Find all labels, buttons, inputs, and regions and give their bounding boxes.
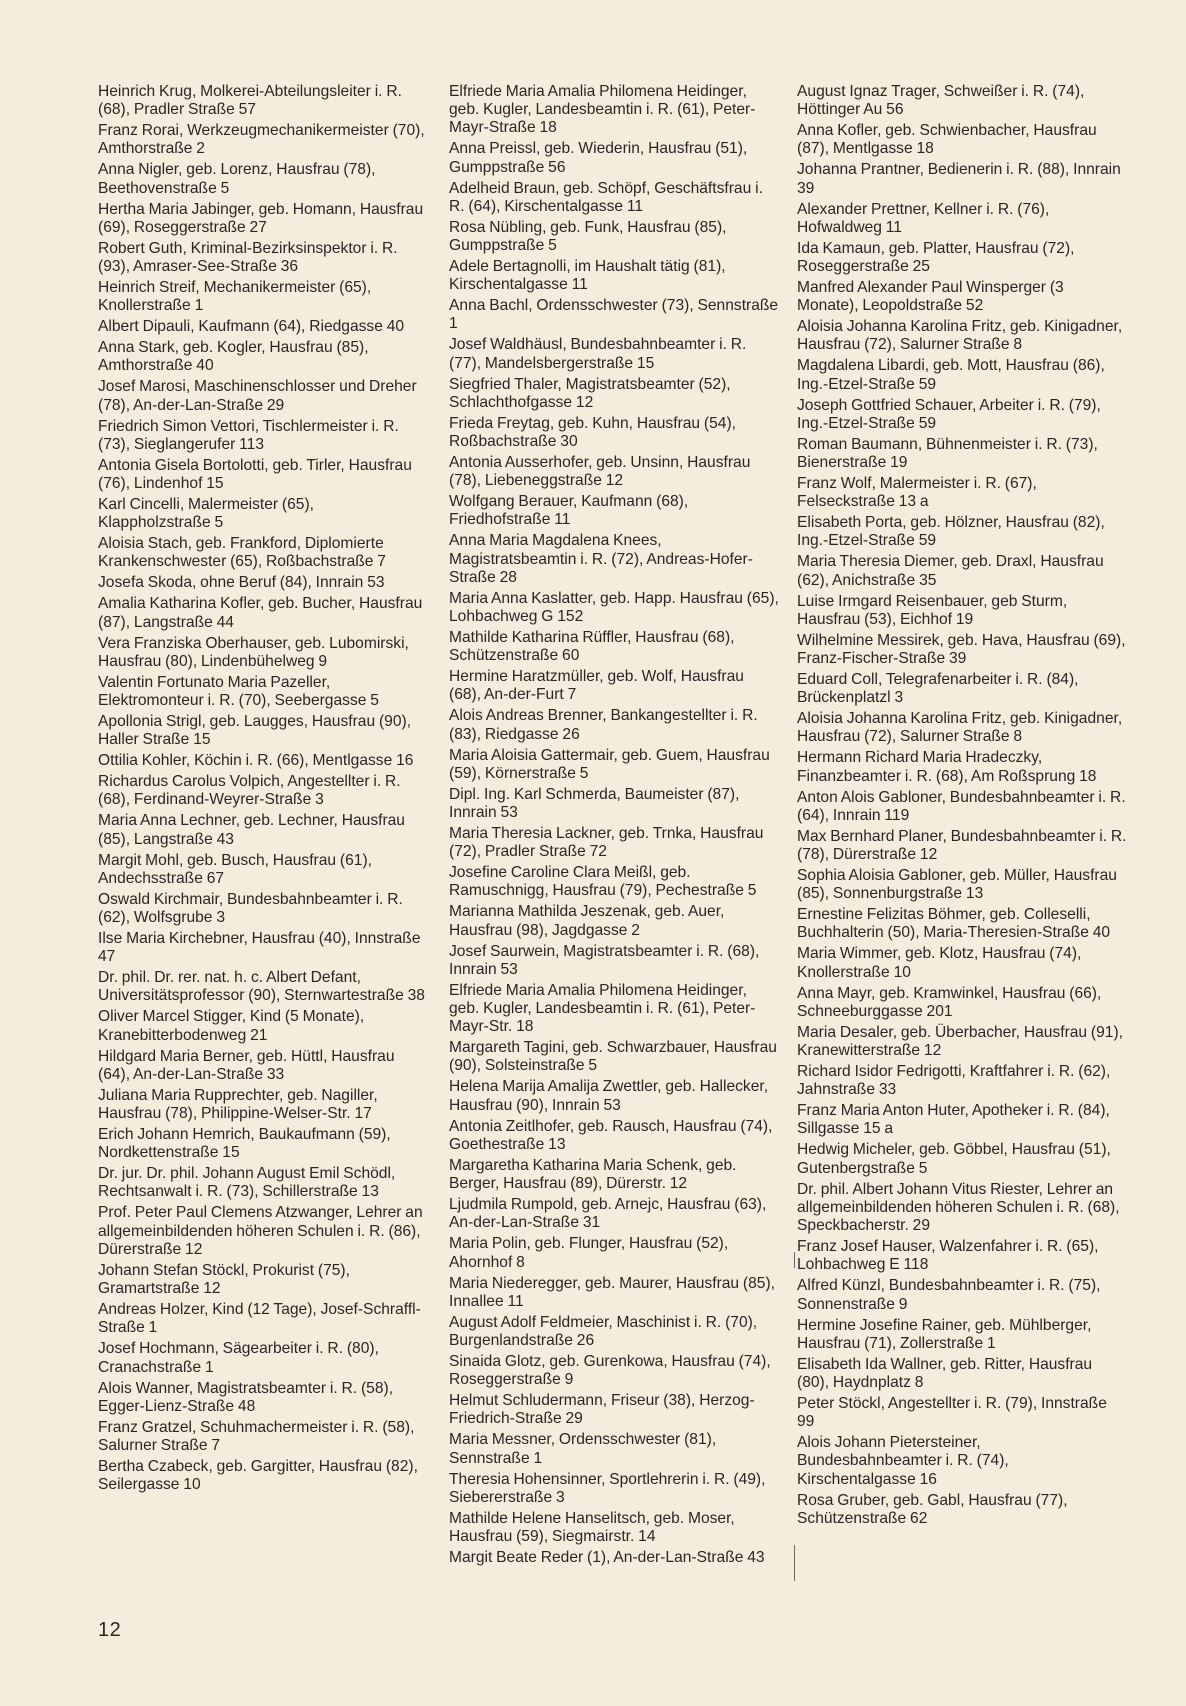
obituary-entry: Eduard Coll, Telegrafenarbeiter i. R. (84), Brückenplatzl 3 <box>797 671 1079 707</box>
obituary-column-3 <box>797 83 1127 1531</box>
obituary-entry: Hermann Richard Maria Hradeczky, Finanzbeamter i. R. (68), Am Roßsprung 18 <box>797 749 1097 785</box>
obituary-entry: Alois Wanner, Magistratsbeamter i. R. (58), Egger-Lienz-Straße 48 <box>98 1379 394 1415</box>
obituary-entry: Maria Theresia Diemer, geb. Draxl, Hausfrau (62), Anichstraße 35 <box>797 553 1104 589</box>
obituary-entry: Helena Marija Amalija Zwettler, geb. Hallecker, Hausfrau (90), Innrain 53 <box>449 1078 769 1114</box>
obituary-entry: Frieda Freytag, geb. Kuhn, Hausfrau (54), Roßbachstraße 30 <box>449 414 736 451</box>
obituary-entry: Aloisia Stach, geb. Frankford, Diplomierte Krankenschwester (65), Roßbachstraße 7 <box>98 535 386 571</box>
obituary-entry: Wilhelmine Messirek, geb. Hava, Hausfrau (69), Franz-Fischer-Straße 39 <box>797 631 1126 668</box>
obituary-entry: Hermine Josefine Rainer, geb. Mühlberger, Hausfrau (71), Zollerstraße 1 <box>797 1316 1092 1352</box>
obituary-entry: Josefa Skoda, ohne Beruf (84), Innrain 53 <box>98 574 385 592</box>
obituary-entry: Heinrich Streif, Mechanikermeister (65), Knollerstraße 1 <box>98 279 372 315</box>
obituary-entry: Apollonia Strigl, geb. Laugges, Hausfrau (90), Haller Straße 15 <box>98 713 412 749</box>
obituary-entry: Maria Anna Kaslatter, geb. Happ. Hausfrau (65), Lohbachweg G 152 <box>449 589 779 626</box>
obituary-entry: Josef Waldhäusl, Bundesbahnbeamter i. R. (77), Mandelsbergerstraße 15 <box>449 336 747 372</box>
obituary-entry: Joseph Gottfried Schauer, Arbeiter i. R. (79), Ing.-Etzel-Straße 59 <box>797 396 1101 432</box>
obituary-entry: Friedrich Simon Vettori, Tischlermeister i. R. (73), Sieglangerufer 113 <box>98 417 399 453</box>
obituary-entry: Dr. jur. Dr. phil. Johann August Emil Schödl, Rechtsanwalt i. R. (73), Schillerstraße 13 <box>98 1165 396 1201</box>
obituary-entry: Franz Maria Anton Huter, Apotheker i. R. (84), Sillgasse 15 a <box>797 1102 1110 1138</box>
obituary-entry: Johann Stefan Stöckl, Prokurist (75), Gramartstraße 12 <box>98 1261 350 1298</box>
obituary-entry: August Adolf Feldmeier, Maschinist i. R. (70), Burgenlandstraße 26 <box>449 1313 758 1349</box>
obituary-entry: Elfriede Maria Amalia Philomena Heidinger, geb. Kugler, Landesbeamtin i. R. (61), Peter-Mayr-Str. 18 <box>449 981 756 1036</box>
obituary-entry: Maria Aloisia Gattermair, geb. Guem, Hausfrau (59), Körnerstraße 5 <box>449 746 770 782</box>
obituary-entry: Margaretha Katharina Maria Schenk, geb. Berger, Hausfrau (89), Dürerstr. 12 <box>449 1156 737 1193</box>
obituary-entry: Josef Hochmann, Sägearbeiter i. R. (80), Cranachstraße 1 <box>98 1340 379 1376</box>
obituary-entry: Ida Kamaun, geb. Platter, Hausfrau (72), Roseggerstraße 25 <box>797 239 1075 276</box>
margin-mark <box>794 1252 795 1268</box>
obituary-column-2 <box>449 83 779 1570</box>
obituary-entry: Dipl. Ing. Karl Schmerda, Baumeister (87), Innrain 53 <box>449 785 740 822</box>
obituary-entry: Josef Marosi, Maschinenschlosser und Dreher (78), An-der-Lan-Straße 29 <box>98 378 417 414</box>
margin-mark <box>794 1545 795 1581</box>
obituary-entry: Hildgard Maria Berner, geb. Hüttl, Hausfrau (64), An-der-Lan-Straße 33 <box>98 1047 395 1083</box>
obituary-entry: Antonia Ausserhofer, geb. Unsinn, Hausfrau (78), Liebeneggstraße 12 <box>449 454 751 490</box>
obituary-entry: Hermine Haratzmüller, geb. Wolf, Hausfrau (68), An-der-Furt 7 <box>449 668 744 704</box>
obituary-entry: Maria Polin, geb. Flunger, Hausfrau (52), Ahornhof 8 <box>449 1235 729 1271</box>
obituary-entry: Dr. phil. Albert Johann Vitus Riester, Lehrer an allgemeinbildenden höheren Schulen i. R. (68), Speckbacherstr. 29 <box>797 1180 1120 1235</box>
obituary-entry: Anna Preissl, geb. Wiederin, Hausfrau (51), Gumppstraße 56 <box>449 140 748 176</box>
obituary-entry: Adele Bertagnolli, im Haushalt tätig (81), Kirschentalgasse 11 <box>449 258 726 294</box>
obituary-entry: Siegfried Thaler, Magistratsbeamter (52), Schlachthofgasse 12 <box>449 375 731 411</box>
obituary-entry: Mathilde Helene Hanselitsch, geb. Moser, Hausfrau (59), Siegmairstr. 14 <box>449 1509 735 1545</box>
obituary-entry: Aloisia Johanna Karolina Fritz, geb. Kinigadner, Hausfrau (72), Salurner Straße 8 <box>797 710 1123 746</box>
obituary-entry: Prof. Peter Paul Clemens Atzwanger, Lehrer an allgemeinbildenden höheren Schulen i. R. (86), Dürerstraße 12 <box>98 1204 423 1258</box>
obituary-entry: Hertha Maria Jabinger, geb. Homann, Hausfrau (69), Roseggerstraße 27 <box>98 200 424 236</box>
obituary-entry: Wolfgang Berauer, Kaufmann (68), Friedhofstraße 11 <box>449 493 689 529</box>
obituary-entry: Dr. phil. Dr. rer. nat. h. c. Albert Defant, Universitätsprofessor (90), Sternwartestraße 38 <box>98 969 425 1005</box>
obituary-entry: Franz Josef Hauser, Walzenfahrer i. R. (65), Lohbachweg E 118 <box>797 1238 1099 1274</box>
obituary-entry: Manfred Alexander Paul Winsperger (3 Monate), Leopoldstraße 52 <box>797 279 1064 315</box>
obituary-entry: Valentin Fortunato Maria Pazeller, Elektromonteur i. R. (70), Seebergasse 5 <box>98 673 379 710</box>
obituary-entry: Oliver Marcel Stigger, Kind (5 Monate), Kranebitterbodenweg 21 <box>98 1008 365 1044</box>
obituary-entry: Anna Maria Magdalena Knees, Magistratsbeamtin i. R. (72), Andreas-Hofer-Straße 28 <box>449 532 753 586</box>
obituary-entry: Maria Anna Lechner, geb. Lechner, Hausfrau (85), Langstraße 43 <box>98 812 405 848</box>
obituary-entry: Josefine Caroline Clara Meißl, geb. Ramuschnigg, Hausfrau (79), Pechestraße 5 <box>449 864 757 900</box>
obituary-entry: Franz Rorai, Werkzeugmechanikermeister (70), Amthorstraße 2 <box>98 122 425 158</box>
obituary-entry: Heinrich Krug, Molkerei-Abteilungsleiter i. R. (68), Pradler Straße 57 <box>98 83 402 119</box>
obituary-entry: Margit Mohl, geb. Busch, Hausfrau (61), Andechsstraße 67 <box>98 851 372 887</box>
obituary-entry: Richardus Carolus Volpich, Angestellter i. R. (68), Ferdinand-Weyrer-Straße 3 <box>98 773 401 809</box>
obituary-entry: Helmut Schludermann, Friseur (38), Herzog-Friedrich-Straße 29 <box>449 1392 755 1428</box>
obituary-entry: Adelheid Braun, geb. Schöpf, Geschäftsfrau i. R. (64), Kirschentalgasse 11 <box>449 179 763 215</box>
obituary-entry: Anna Kofler, geb. Schwienbacher, Hausfrau (87), Mentlgasse 18 <box>797 122 1097 158</box>
obituary-entry: Antonia Gisela Bortolotti, geb. Tirler, Hausfrau (76), Lindenhof 15 <box>98 456 412 493</box>
obituary-entry: Ernestine Felizitas Böhmer, geb. Colleselli, Buchhalterin (50), Maria-Theresien-Straße 40 <box>797 906 1111 942</box>
obituary-entry: Aloisia Johanna Karolina Fritz, geb. Kinigadner, Hausfrau (72), Salurner Straße 8 <box>797 318 1123 354</box>
obituary-column-1 <box>98 83 428 1497</box>
obituary-entry: Anna Stark, geb. Kogler, Hausfrau (85), Amthorstraße 40 <box>98 339 369 375</box>
obituary-entry: Maria Wimmer, geb. Klotz, Hausfrau (74), Knollerstraße 10 <box>797 945 1082 981</box>
obituary-entry: Josef Saurwein, Magistratsbeamter i. R. (68), Innrain 53 <box>449 942 760 978</box>
obituary-entry: Margareth Tagini, geb. Schwarzbauer, Hausfrau (90), Solsteinstraße 5 <box>449 1039 777 1075</box>
obituary-entry: Hedwig Micheler, geb. Göbbel, Hausfrau (51), Gutenbergstraße 5 <box>797 1141 1111 1177</box>
obituary-entry: Erich Johann Hemrich, Baukaufmann (59), Nordkettenstraße 15 <box>98 1126 391 1162</box>
obituary-entry: Antonia Zeitlhofer, geb. Rausch, Hausfrau (74), Goethestraße 13 <box>449 1117 773 1153</box>
obituary-entry: Albert Dipauli, Kaufmann (64), Riedgasse 40 <box>98 318 405 336</box>
obituary-entry: Bertha Czabeck, geb. Gargitter, Hausfrau (82), Seilergasse 10 <box>98 1457 418 1494</box>
obituary-entry: Elisabeth Ida Wallner, geb. Ritter, Hausfrau (80), Haydnplatz 8 <box>797 1355 1093 1391</box>
obituary-entry: Marianna Mathilda Jeszenak, geb. Auer, Hausfrau (98), Jagdgasse 2 <box>449 903 725 939</box>
obituary-entry: Maria Theresia Lackner, geb. Trnka, Hausfrau (72), Pradler Straße 72 <box>449 825 764 861</box>
obituary-entry: Sinaida Glotz, geb. Gurenkowa, Hausfrau (74), Roseggerstraße 9 <box>449 1352 771 1389</box>
page-number: 12 <box>98 1619 122 1641</box>
obituary-entry: Robert Guth, Kriminal-Bezirksinspektor i. R. (93), Amraser-See-Straße 36 <box>98 239 398 276</box>
obituary-entry: Ljudmila Rumpold, geb. Arnejc, Hausfrau (63), An-der-Lan-Straße 31 <box>449 1196 767 1232</box>
obituary-entry: Anna Nigler, geb. Lorenz, Hausfrau (78), Beethovenstraße 5 <box>98 161 376 197</box>
obituary-entry: Anton Alois Gabloner, Bundesbahnbeamter i. R. (64), Innrain 119 <box>797 788 1126 824</box>
obituary-entry: Rosa Gruber, geb. Gabl, Hausfrau (77), Schützenstraße 62 <box>797 1491 1068 1527</box>
obituary-entry: Maria Messner, Ordensschwester (81), Sennstraße 1 <box>449 1431 717 1467</box>
obituary-entry: Alois Andreas Brenner, Bankangestellter i. R. (83), Riedgasse 26 <box>449 707 758 743</box>
obituary-entry: Rosa Nübling, geb. Funk, Hausfrau (85), Gumppstraße 5 <box>449 218 727 255</box>
obituary-entry: Oswald Kirchmair, Bundesbahnbeamter i. R. (62), Wolfsgrube 3 <box>98 890 403 927</box>
obituary-entry: Maria Niederegger, geb. Maurer, Hausfrau (85), Innallee 11 <box>449 1274 775 1310</box>
obituary-entry: Alfred Künzl, Bundesbahnbeamter i. R. (75), Sonnenstraße 9 <box>797 1277 1101 1313</box>
obituary-entry: Luise Irmgard Reisenbauer, geb Sturm, Hausfrau (53), Eichhof 19 <box>797 592 1068 628</box>
obituary-entry: Karl Cincelli, Malermeister (65), Klappholzstraße 5 <box>98 496 314 532</box>
obituary-entry: Max Bernhard Planer, Bundesbahnbeamter i. R. (78), Dürerstraße 12 <box>797 827 1127 864</box>
obituary-entry: Elfriede Maria Amalia Philomena Heidinger, geb. Kugler, Landesbeamtin i. R. (61), Peter-Mayr-Straße 18 <box>449 83 756 137</box>
obituary-entry: Alois Johann Pietersteiner, Bundesbahnbeamter i. R. (74), Kirschentalgasse 16 <box>797 1434 1009 1488</box>
obituary-entry: Franz Gratzel, Schuhmachermeister i. R. (58), Salurner Straße 7 <box>98 1418 415 1454</box>
obituary-entry: Maria Desaler, geb. Überbacher, Hausfrau (91), Kranewitterstraße 12 <box>797 1023 1123 1060</box>
obituary-entry: Roman Baumann, Bühnenmeister i. R. (73), Bienerstraße 19 <box>797 435 1098 472</box>
obituary-entry: Johanna Prantner, Bedienerin i. R. (88), Innrain 39 <box>797 161 1121 197</box>
obituary-entry: Richard Isidor Fedrigotti, Kraftfahrer i. R. (62), Jahnstraße 33 <box>797 1063 1111 1099</box>
obituary-entry: Ottilia Kohler, Köchin i. R. (66), Mentlgasse 16 <box>98 752 414 770</box>
obituary-entry: Andreas Holzer, Kind (12 Tage), Josef-Schraffl-Straße 1 <box>98 1301 421 1337</box>
obituary-entry: Elisabeth Porta, geb. Hölzner, Hausfrau (82), Ing.-Etzel-Straße 59 <box>797 514 1105 550</box>
obituary-entry: Vera Franziska Oberhauser, geb. Lubomirski, Hausfrau (80), Lindenbühelweg 9 <box>98 634 409 670</box>
obituary-entry: Anna Mayr, geb. Kramwinkel, Hausfrau (66), Schneeburggasse 201 <box>797 984 1102 1020</box>
obituary-entry: Alexander Prettner, Kellner i. R. (76), Hofwaldweg 11 <box>797 200 1050 236</box>
obituary-entry: Sophia Aloisia Gabloner, geb. Müller, Hausfrau (85), Sonnenburgstraße 13 <box>797 867 1117 903</box>
obituary-entry: Anna Bachl, Ordensschwester (73), Sennstraße 1 <box>449 297 779 333</box>
obituary-entry: Magdalena Libardi, geb. Mott, Hausfrau (86), Ing.-Etzel-Straße 59 <box>797 357 1105 393</box>
obituary-entry: Mathilde Katharina Rüffler, Hausfrau (68), Schützenstraße 60 <box>449 629 735 665</box>
obituary-entry: Peter Stöckl, Angestellter i. R. (79), Innstraße 99 <box>797 1394 1107 1431</box>
obituary-entry: Franz Wolf, Malermeister i. R. (67), Felseckstraße 13 a <box>797 475 1037 511</box>
obituary-entry: Margit Beate Reder (1), An-der-Lan-Straße 43 <box>449 1548 765 1566</box>
obituary-entry: August Ignaz Trager, Schweißer i. R. (74), Höttinger Au 56 <box>797 83 1085 119</box>
obituary-entry: Amalia Katharina Kofler, geb. Bucher, Hausfrau (87), Langstraße 44 <box>98 595 423 631</box>
obituary-entry: Juliana Maria Rupprechter, geb. Nagiller, Hausfrau (78), Philippine-Welser-Str. 17 <box>98 1086 378 1123</box>
obituary-entry: Theresia Hohensinner, Sportlehrerin i. R. (49), Siebererstraße 3 <box>449 1470 766 1506</box>
obituary-entry: Ilse Maria Kirchebner, Hausfrau (40), Innstraße 47 <box>98 930 421 966</box>
